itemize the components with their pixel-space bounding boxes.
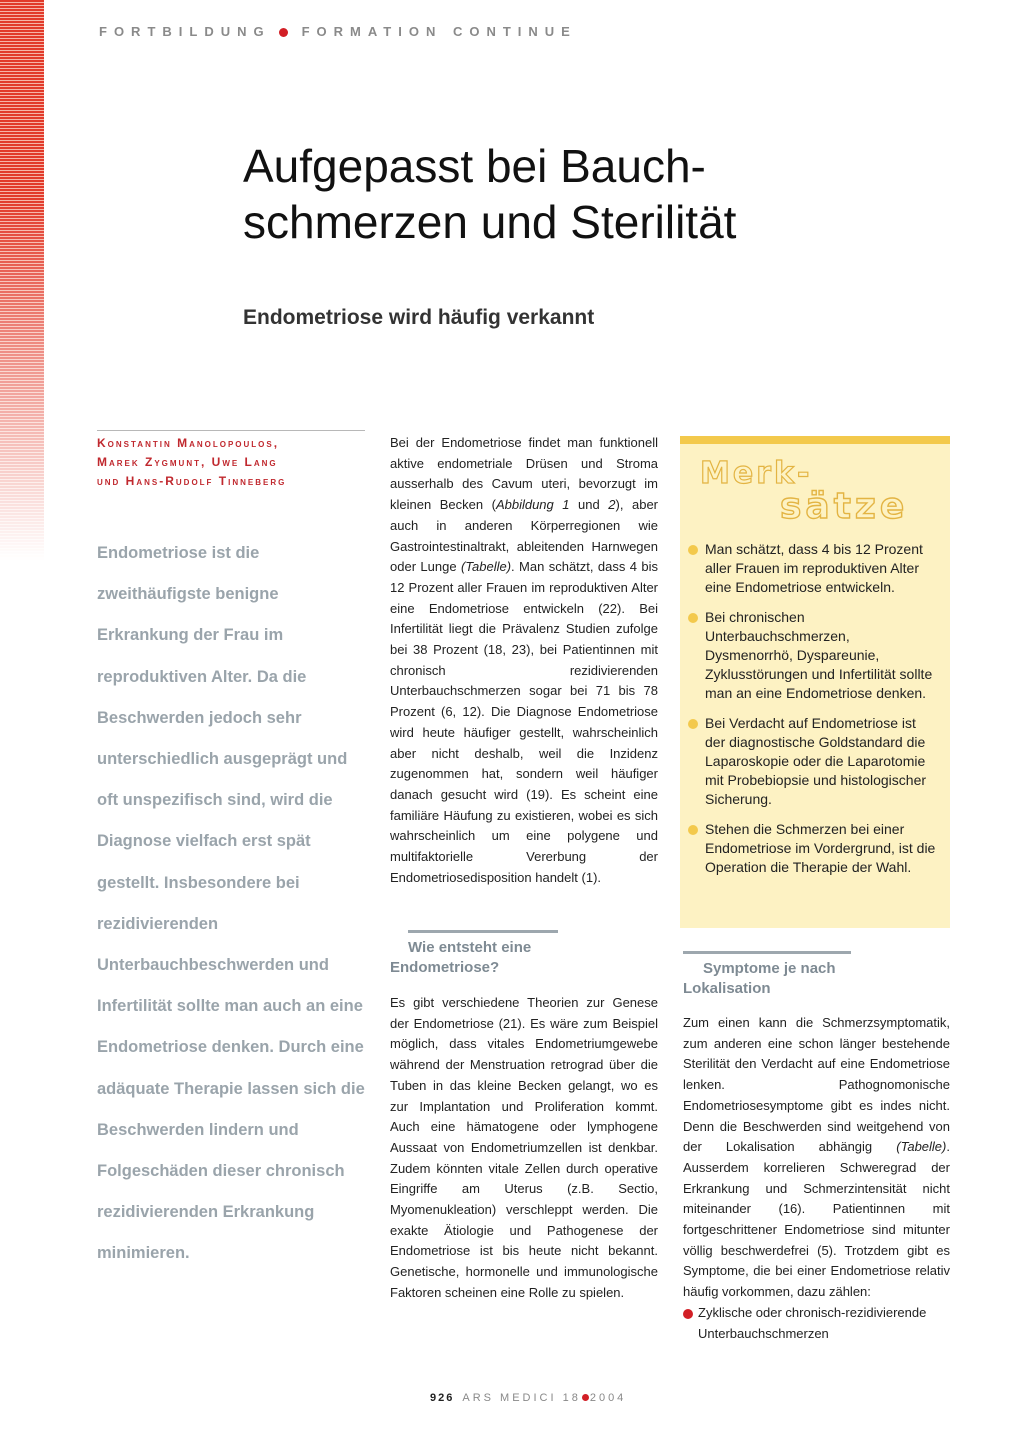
- title-line-1: Aufgepasst bei Bauch-: [243, 140, 706, 192]
- journal-name: ARS MEDICI 18: [462, 1392, 581, 1404]
- decorative-stripe: [0, 0, 44, 560]
- bullet-icon: [688, 825, 698, 835]
- author-line: Marek Zygmunt, Uwe Lang: [97, 455, 278, 469]
- footer-dot-icon: [582, 1394, 589, 1401]
- bullet-icon: [683, 1309, 693, 1319]
- list-item: Zyklische oder chronisch-rezidivierende Unterbauchschmerzen: [683, 1303, 950, 1344]
- lead-paragraph: Endometriose ist die zweithäufigste benigne Erkrankung der Frau im reproduktiven Alter. Da die Beschwerden jedoch sehr unterschiedlich ausgeprägt und oft unspezifisch sind, wird die Diagnose vielfach erst spät gestellt. Insbesondere bei rezidivierenden Unterbauchbeschwerden und Infertilität sollte man auch an eine Endometriose denken. Durch eine adäquate Therapie lassen sich die Beschwerden lindern und Folgeschäden dieser chronisch rezidivierenden Erkrankung minimieren.: [97, 544, 365, 1263]
- article-title: [243, 138, 943, 250]
- box-title-part-2: sätze: [780, 486, 909, 527]
- list-item: Man schätzt, dass 4 bis 12 Prozent aller Frauen im reproduktiven Alter eine Endometriose entwickeln.: [688, 540, 938, 597]
- list-item: Bei chronischen Unterbauchschmerzen, Dysmenorrhö, Dyspareunie, Zyklusstörungen und Infertilität sollte man an eine Endometriose denken.: [688, 608, 938, 703]
- heading-rule: [683, 951, 851, 954]
- kicker-dot-icon: [279, 28, 288, 37]
- journal-year: 2004: [589, 1392, 627, 1404]
- section-text-genesis: Es gibt verschiedene Theorien zur Genese der Endometriose (21). Es wäre zum Beispiel möglich, dass vitales Endometriumgewebe während der Menstruation retrograd über die Tuben in das kleine Becken gelangt, wo es zur Implantation und Proliferation kommt. Auch eine hämatogene oder lymphogene Aussaat von Endometriumzellen ist denkbar. Zudem könnten vitale Zellen durch operative Eingriffe am Uterus (z.B. Sectio, Myomenukleation) verschleppt werden. Die exakte Ätiologie und Pathogenese der Endometriose ist bis heute nicht bekannt. Genetische, hormonelle und immunologische Faktoren scheinen eine Rolle zu spielen.: [390, 995, 658, 1300]
- section-heading-symptoms: Symptome je nach Lokalisation: [683, 959, 933, 999]
- key-points-list: [688, 540, 938, 888]
- list-item: Bei Verdacht auf Endometriose ist der diagnostische Goldstandard die Laparoskopie oder die Laparotomie mit Probebiopsie und histologischer Sicherung.: [688, 714, 938, 809]
- body-column-right: [683, 1013, 950, 1344]
- section-kicker: [99, 24, 577, 39]
- heading-rule: [408, 930, 558, 933]
- article-subtitle: Endometriose wird häufig verkannt: [243, 306, 595, 329]
- body-column-middle: [390, 433, 658, 888]
- box-title-part-1: Merk-: [700, 456, 813, 491]
- bullet-icon: [688, 613, 698, 623]
- title-line-2: schmerzen und Sterilität: [243, 196, 737, 248]
- bullet-icon: [688, 545, 698, 555]
- bullet-icon: [688, 719, 698, 729]
- author-line: und Hans-Rudolf Tinneberg: [97, 474, 287, 488]
- intro-paragraph: Bei der Endometriose findet man funktionell aktive endometriale Drüsen und Stroma ausserhalb des Cavum uteri, bevorzugt im kleinen Becken (Abbildung 1 und 2), aber auch in anderen Körperregionen wie Gastrointestinaltrakt, ableitenden Harnwegen oder Lunge (Tabelle). Man schätzt, dass 4 bis 12 Prozent aller Frauen im reproduktiven Alter eine Endometriose entwickeln (22). Bei Infertilität liegt die Prävalenz Studien zufolge bei 38 Prozent (18, 23), bei Patientinnen mit chronisch rezidivierenden Unterbauchschmerzen sogar bei 71 bis 78 Prozent (6, 12). Die Diagnose Endometriose wird heute häufiger gestellt, wahrscheinlich aber nicht deshalb, weil die Inzidenz zugenommen hat, sondern weil häufiger danach gesucht wird (19). Es scheint eine familiäre Häufung zu existieren, wobei es sich wahrscheinlich um eine polygene und multifaktorielle Vererbung der Endometriosedisposition handelt (1).: [390, 435, 658, 885]
- symptoms-paragraph: Zum einen kann die Schmerzsymptomatik, zum anderen eine schon länger bestehende Sterilität den Verdacht auf eine Endometriose lenken. Pathognomonische Endometriosesymptome gibt es indes nicht. Denn die Beschwerden sind weitgehend von der Lokalisation abhängig (Tabelle). Ausserdem korrelieren Schweregrad der Erkrankung und Schmerzintensität nicht miteinander (16). Patientinnen mit fortgeschrittener Endometriose sind mitunter völlig beschwerdefrei (5). Trotzdem gibt es Symptome, die bei einer Endometriose relativ häufig vorkommen, dazu zählen:: [683, 1015, 950, 1300]
- author-list: [97, 430, 365, 491]
- list-item: Stehen die Schmerzen bei einer Endometriose im Vordergrund, ist die Operation die Therapie der Wahl.: [688, 820, 938, 877]
- kicker-left: FORTBILDUNG: [99, 24, 271, 39]
- section-heading-genesis: Wie entsteht eine Endometriose?: [390, 938, 640, 978]
- symptom-list: [683, 1303, 950, 1344]
- page-number: 926: [430, 1392, 455, 1404]
- author-line: Konstantin Manolopoulos,: [97, 436, 280, 450]
- kicker-right: FORMATION CONTINUE: [301, 24, 577, 39]
- page-footer: [430, 1392, 626, 1404]
- merksaetze-box: [680, 436, 950, 928]
